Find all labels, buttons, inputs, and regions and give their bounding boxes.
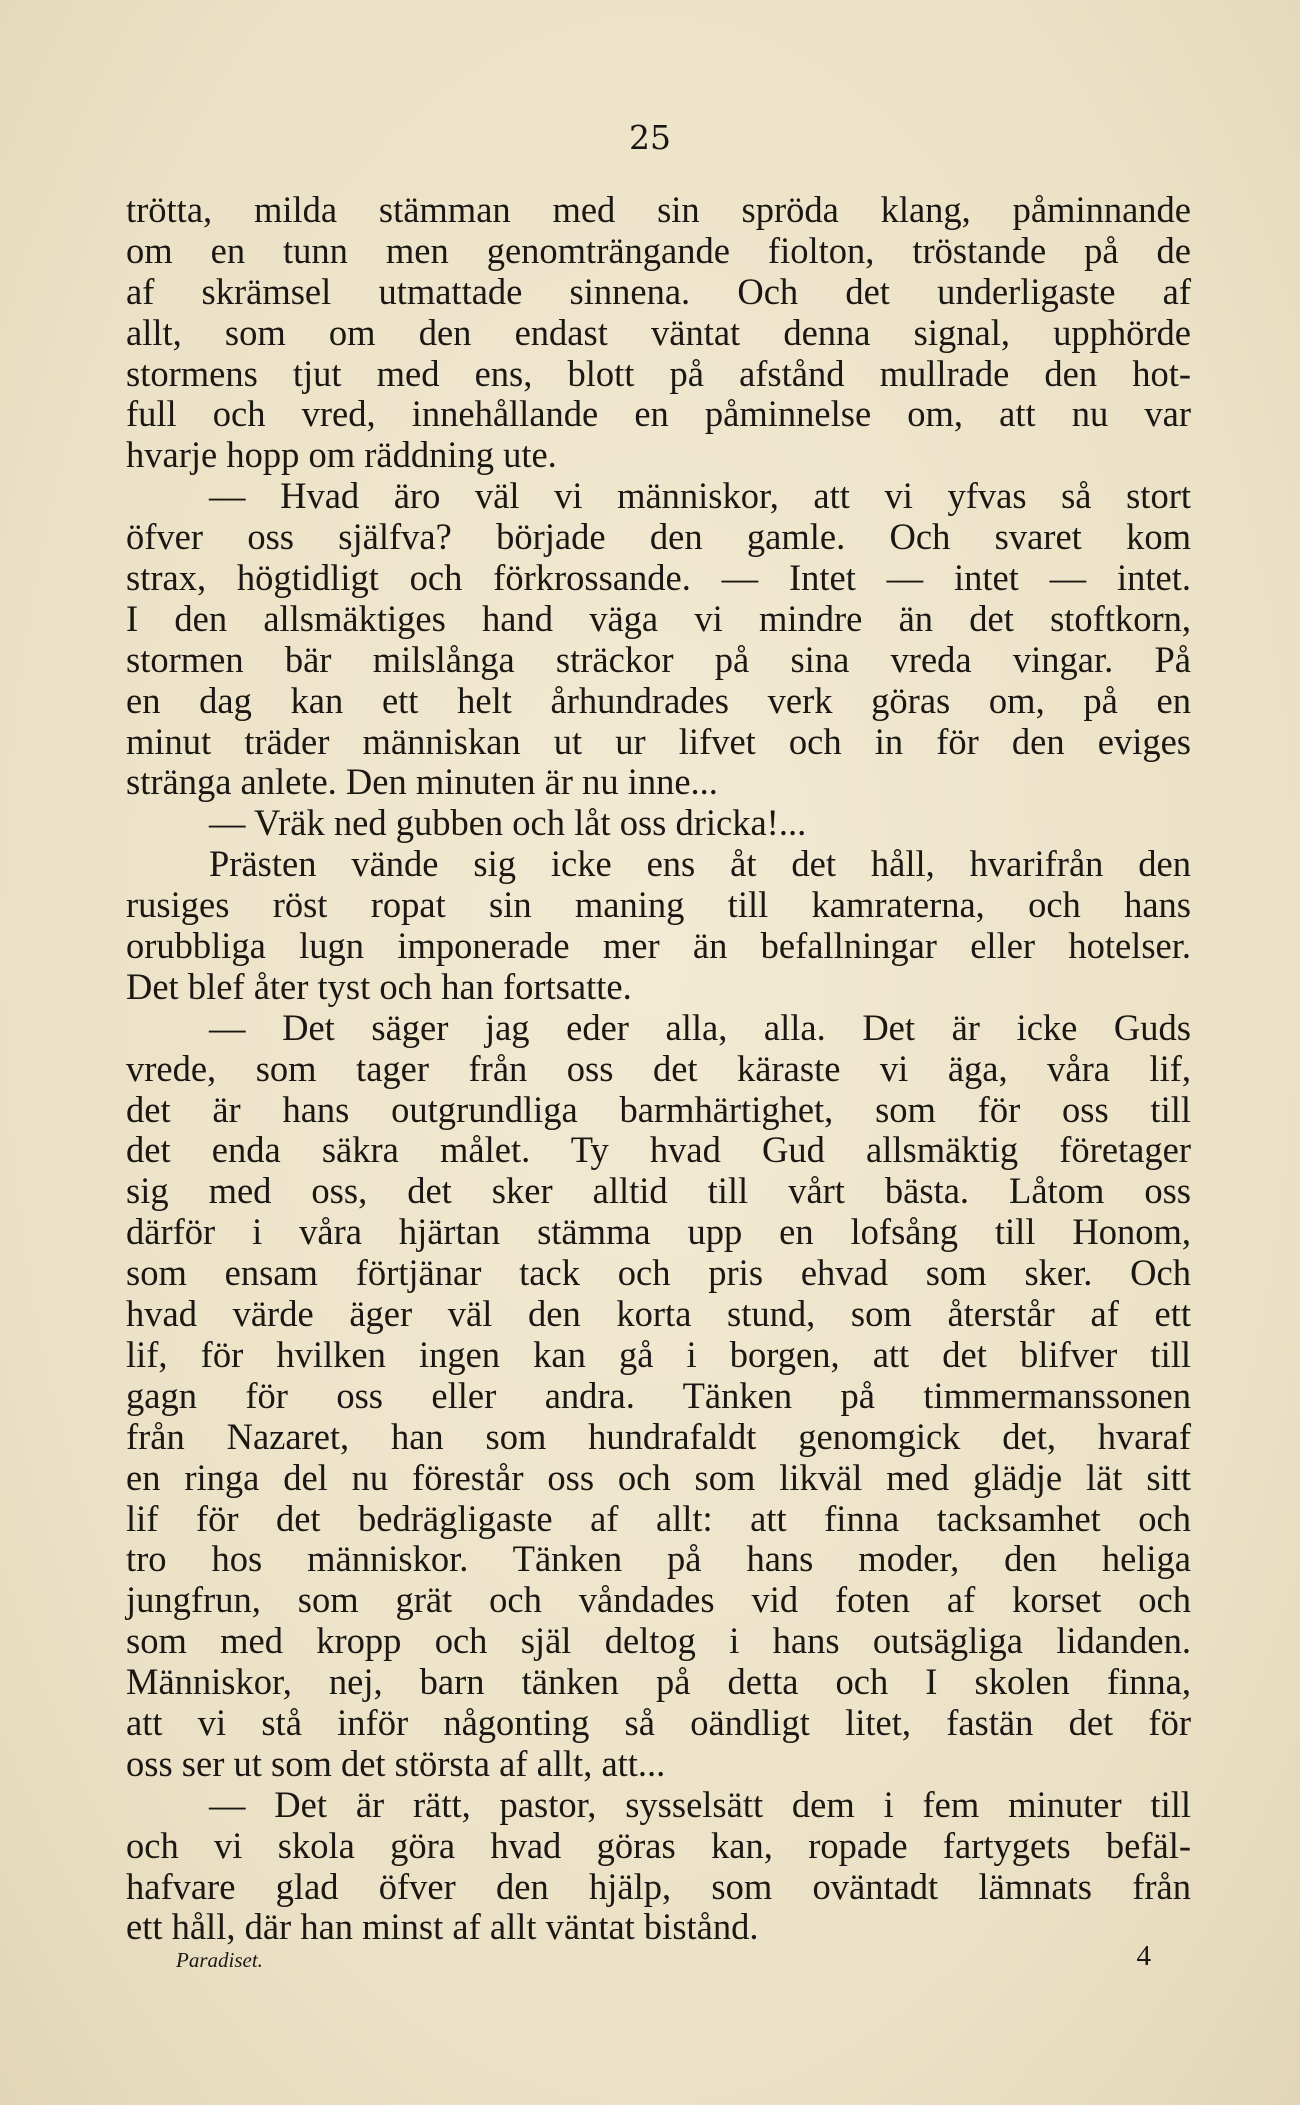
text-line: stormens tjut med ens, blott på afstånd mullrade den hot-: [126, 352, 1191, 394]
text-line: öfver oss själfva? började den gamle. Och svaret kom: [126, 516, 1191, 558]
text-line: sig med oss, det sker alltid till vårt bästa. Låtom oss: [126, 1170, 1191, 1212]
text-line: lif för det bedrägligaste af allt: att finna tacksamhet och: [126, 1497, 1191, 1539]
text-line: Prästen vände sig icke ens åt det håll, hvarifrån den: [209, 843, 1191, 885]
text-line: — Det är rätt, pastor, sysselsätt dem i fem minuter till: [209, 1783, 1191, 1825]
text-line: och vi skola göra hvad göras kan, ropade fartygets befäl-: [126, 1824, 1191, 1866]
text-line: det enda säkra målet. Ty hvad Gud allsmäktig företager: [126, 1129, 1191, 1171]
text-line: därför i våra hjärtan stämma upp en lofsång till Honom,: [126, 1211, 1191, 1253]
text-line: om en tunn men genomträngande fiolton, tröstande på de: [126, 229, 1191, 271]
text-line: gagn för oss eller andra. Tänken på timmermanssonen: [126, 1374, 1191, 1416]
text-line: Det blef åter tyst och han fortsatte.: [126, 965, 632, 1007]
text-line: af skrämsel utmattade sinnena. Och det underligaste af: [126, 270, 1191, 312]
text-line: allt, som om den endast väntat denna signal, upphörde: [126, 311, 1191, 353]
text-line: vrede, som tager från oss det käraste vi äga, våra lif,: [126, 1047, 1191, 1089]
text-line: Människor, nej, barn tänken på detta och I skolen finna,: [126, 1661, 1191, 1703]
text-line: stormen bär milslånga sträckor på sina vreda vingar. På: [126, 638, 1191, 680]
text-line: I den allsmäktiges hand väga vi mindre än det stoftkorn,: [126, 597, 1191, 639]
text-line: en dag kan ett helt århundrades verk göras om, på en: [126, 679, 1191, 721]
text-line: som ensam förtjänar tack och pris ehvad som sker. Och: [126, 1252, 1191, 1294]
signature-title: Paradiset.: [176, 1948, 263, 1972]
text-line: stränga anlete. Den minuten är nu inne...: [126, 761, 718, 803]
text-line: lif, för hvilken ingen kan gå i borgen, att det blifver till: [126, 1333, 1191, 1375]
text-line: rusiges röst ropat sin maning till kamraterna, och hans: [126, 884, 1191, 926]
text-line: hafvare glad öfver den hjälp, som oväntadt lämnats från: [126, 1865, 1191, 1907]
text-line: hvad värde äger väl den korta stund, som återstår af ett: [126, 1293, 1191, 1335]
text-line: hvarje hopp om räddning ute.: [126, 434, 557, 476]
text-line: det är hans outgrundliga barmhärtighet, som för oss till: [126, 1088, 1191, 1130]
text-line: oss ser ut som det största af allt, att...: [126, 1742, 666, 1784]
text-line: ett håll, där han minst af allt väntat bistånd.: [126, 1906, 759, 1948]
text-line: — Det säger jag eder alla, alla. Det är icke Guds: [209, 1006, 1191, 1048]
sheet-number: 4: [1136, 1940, 1151, 1972]
text-line: som med kropp och själ deltog i hans outsägliga lidanden.: [126, 1620, 1191, 1662]
page-number: 25: [629, 118, 671, 157]
body-text: [126, 190, 1191, 1948]
text-line: minut träder människan ut ur lifvet och in för den eviges: [126, 720, 1191, 762]
text-line: — Hvad äro väl vi människor, att vi yfvas så stort: [209, 475, 1191, 517]
text-line: — Vräk ned gubben och låt oss dricka!...: [209, 802, 807, 844]
text-line: från Nazaret, han som hundrafaldt genomgick det, hvaraf: [126, 1415, 1191, 1457]
text-line: trötta, milda stämman med sin spröda klang, påminnande: [126, 189, 1191, 230]
text-line: full och vred, innehållande en påminnelse om, att nu var: [126, 393, 1191, 435]
page-footer: [126, 1940, 1151, 1980]
text-line: strax, högtidligt och förkrossande. — Intet — intet — intet.: [126, 557, 1191, 599]
text-line: att vi stå inför någonting så oändligt litet, fastän det för: [126, 1701, 1191, 1743]
text-line: tro hos människor. Tänken på hans moder, den heliga: [126, 1538, 1191, 1580]
text-line: orubbliga lugn imponerade mer än befallningar eller hotelser.: [126, 925, 1191, 967]
text-line: en ringa del nu förestår oss och som likväl med glädje lät sitt: [126, 1456, 1191, 1498]
text-line: jungfrun, som grät och våndades vid foten af korset och: [126, 1579, 1191, 1621]
